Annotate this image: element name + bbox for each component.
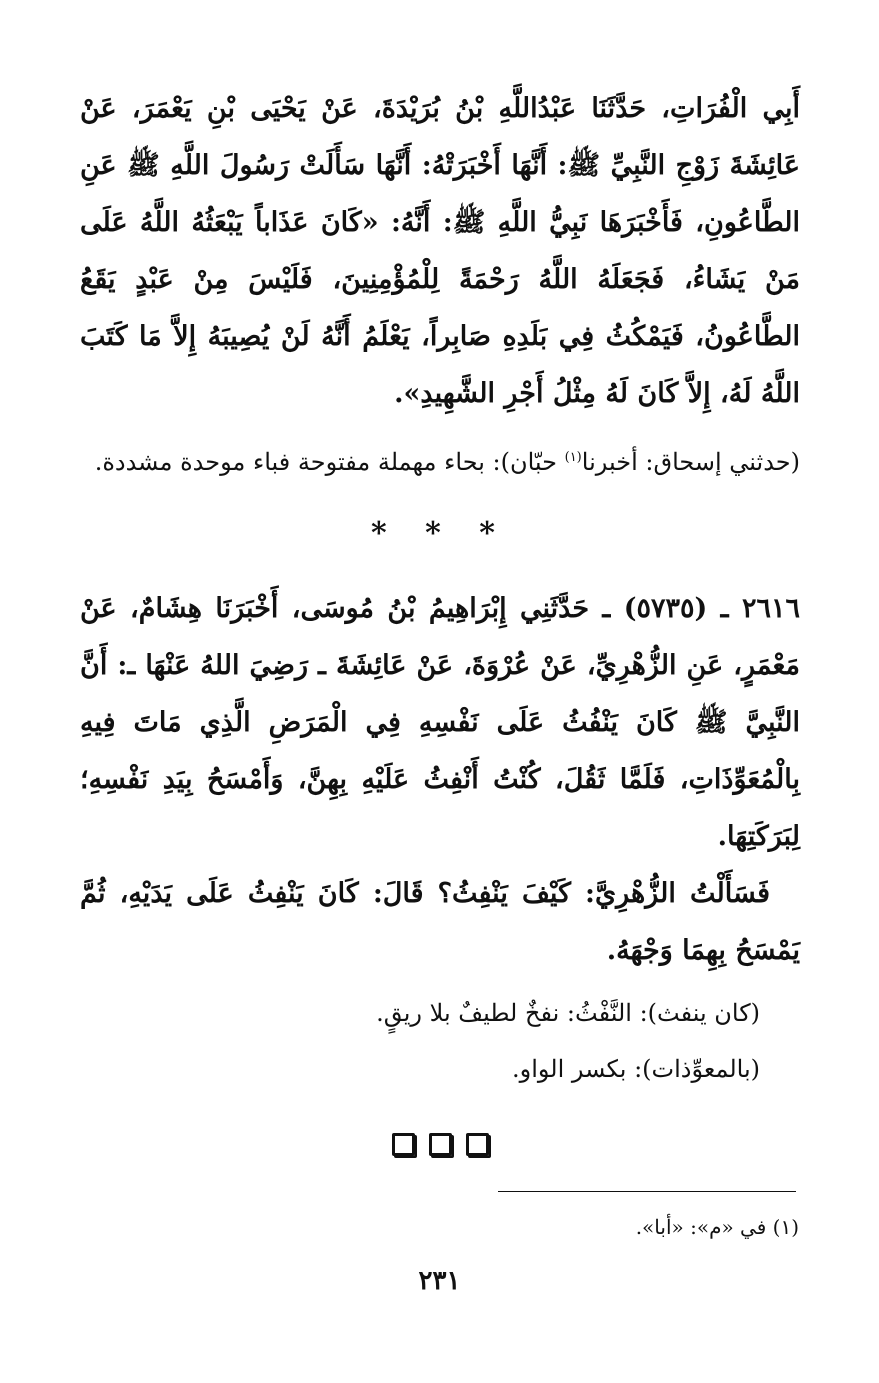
- note-1-after: حبّان): بحاء مهملة مفتوحة فباء موحدة مشددة.: [94, 448, 565, 476]
- hadith-2616-text: ٢٦١٦ ـ (٥٧٣٥) ـ حَدَّثَنِي إِبْرَاهِيمُ بْنُ مُوسَى، أَخْبَرَنَا هِشَامٌ، عَنْ مَعْمَرٍ، عَنِ الزُّهْرِيِّ، عَنْ عُرْوَةَ، عَنْ عَائِشَةَ ـ رَضِيَ اللهُ عَنْهَا ـ: أَنَّ النَّبِيَّ ﷺ كَانَ يَنْفُثُ عَلَى نَفْسِهِ فِي الْمَرَضِ الَّذِي مَاتَ فِيهِ بِالْمُعَوِّذَاتِ، فَلَمَّا ثَقُلَ، كُنْتُ أَنْفِثُ عَلَيْهِ بِهِنَّ، وَأَمْسَحُ بِيَدِ نَفْسِهِ؛ لِبَرَكَتِهَا.: [80, 593, 800, 852]
- commentary-note-hibban: [80, 430, 800, 490]
- section-separator: * * *: [371, 516, 509, 551]
- note-1-before: (حدثني إسحاق: أخبرنا: [581, 448, 800, 476]
- square-mark-icon: [392, 1133, 415, 1156]
- square-mark-icon: [429, 1133, 452, 1156]
- footnote: (١) في «م»: «أبا».: [635, 1215, 799, 1239]
- commentary-note-nafth: (كان ينفث): النَّفْثُ: نفخٌ لطيفٌ بلا ريقٍ.: [376, 999, 760, 1027]
- page-number: ٢٣١: [418, 1266, 461, 1296]
- hadith-2616-continuation: فَسَأَلْتُ الزُّهْرِيَّ: كَيْفَ يَنْفِثُ؟ قَالَ: كَانَ يَنْفِثُ عَلَى يَدَيْهِ، ثُمَّ يَمْسَحُ بِهِمَا وَجْهَهُ.: [80, 878, 800, 966]
- square-mark-icon: [466, 1133, 489, 1156]
- end-of-chapter-marks: [80, 1133, 800, 1156]
- footnote-reference: (١): [564, 450, 582, 465]
- footnote-divider: [498, 1191, 796, 1192]
- hadith-previous-text: أَبِي الْفُرَاتِ، حَدَّثَنَا عَبْدُاللَّهِ بْنُ بُرَيْدَةَ، عَنْ يَحْيَى بْنِ يَعْمَرَ، عَنْ عَائِشَةَ زَوْجِ النَّبِيِّ ﷺ: أَنَّهَا أَخْبَرَتْهُ: أَنَّهَا سَأَلَتْ رَسُولَ اللَّهِ ﷺ عَنِ الطَّاعُونِ، فَأَخْبَرَهَا نَبِيُّ اللَّهِ ﷺ: أَنَّهُ: «كَانَ عَذَاباً يَبْعَثُهُ اللَّهُ عَلَى مَنْ يَشَاءُ، فَجَعَلَهُ اللَّهُ رَحْمَةً لِلْمُؤْمِنِينَ، فَلَيْسَ مِنْ عَبْدٍ يَقَعُ الطَّاعُونُ، فَيَمْكُثُ فِي بَلَدِهِ صَابِراً، يَعْلَمُ أَنَّهُ لَنْ يُصِيبَهُ إِلاَّ مَا كَتَبَ اللَّهُ لَهُ، إِلاَّ كَانَ لَهُ مِثْلُ أَجْرِ الشَّهِيدِ».: [80, 93, 800, 409]
- page-body: [80, 80, 800, 1156]
- commentary-note-muawwidhat: (بالمعوِّذات): بكسر الواو.: [511, 1055, 760, 1083]
